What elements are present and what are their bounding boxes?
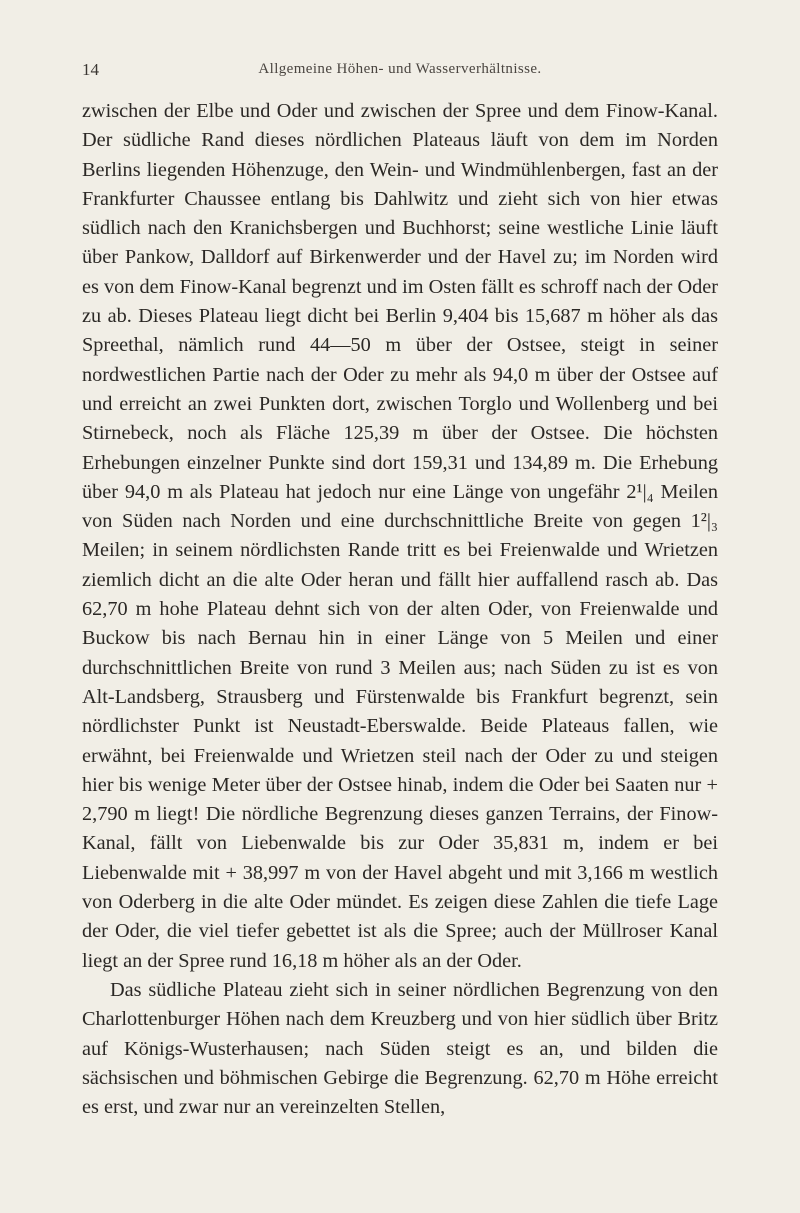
paragraph: zwischen der Elbe und Oder und zwischen der Spree und dem Finow-Kanal. Der südliche Rand dieses nördlichen Plateaus läuft von dem im Norden Berlins liegenden Höhenzuge, den Wein- und Windmühlenbergen, fast an der Frankfurter Chaussee entlang bis Dahlwitz und zieht sich von hier etwas südlich nach den Kranichsbergen und Buchhorst; seine westliche Linie läuft über Pankow, Dalldorf auf Birkenwerder und der Havel zu; im Norden wird es von dem Finow-Kanal begrenzt und im Osten fällt es schroff nach der Oder zu ab. Dieses Plateau liegt dicht bei Berlin 9,404 bis 15,687 m höher als das Spreethal, nämlich rund 44—50 m über der Ostsee, steigt in seiner nordwestlichen Partie nach der Oder zu mehr als 94,0 m über der Ostsee auf und erreicht an zwei Punkten dort, zwischen Torglo und Wollenberg und bei Stirnebeck, noch als Fläche 125,39 m über der Ostsee. Die höchsten Erhebungen einzelner Punkte sind dort 159,31 und 134,89 m. Die Erhebung über 94,0 m als Plateau hat jedoch nur eine Länge von ungefähr 2¹|₄ Meilen von Süden nach Norden und eine durchschnittliche Breite von gegen 1²|₃ Meilen; in seinem nördlichsten Rande tritt es bei Freienwalde und Wrietzen ziemlich dicht an die alte Oder heran und fällt hier auffallend rasch ab. Das 62,70 m hohe Plateau dehnt sich von der alten Oder, von Freienwalde und Buckow bis nach Bernau hin in einer Länge von 5 Meilen und einer durchschnittlichen Breite von rund 3 Meilen aus; nach Süden zu ist es von Alt-Landsberg, Strausberg und Fürstenwalde bis Frankfurt begrenzt, sein nördlichster Punkt ist Neustadt-Eberswalde. Beide Plateaus fallen, wie erwähnt, bei Freienwalde und Wrietzen steil nach der Oder zu und steigen hier bis wenige Meter über der Ostsee hinab, indem die Oder bei Saaten nur + 2,790 m liegt! Die nördliche Begrenzung dieses ganzen Terrains, der Finow-Kanal, fällt von Liebenwalde bis zur Oder 35,831 m, indem er bei Liebenwalde mit + 38,997 m von der Havel abgeht und mit 3,166 m westlich von Oderberg in die alte Oder mündet. Es zeigen diese Zahlen die tiefe Lage der Oder, die viel tiefer gebettet ist als die Spree; auch der Müllroser Kanal liegt an der Spree rund 16,18 m höher als an der Oder.: [82, 100, 718, 972]
running-title: Allgemeine Höhen- und Wasserverhältnisse.: [258, 61, 542, 77]
page-header: [82, 60, 718, 84]
page-number: 14: [82, 60, 99, 79]
paragraph: Das südliche Plateau zieht sich in seiner nördlichen Begrenzung von den Charlottenburger Höhen nach dem Kreuzberg und von hier südlich über Britz auf Königs-Wusterhausen; nach Süden steigt es an, und bilden die sächsischen und böhmischen Gebirge die Begrenzung. 62,70 m Höhe erreicht es erst, und zwar nur an vereinzelten Stellen,: [82, 978, 718, 1119]
body-text: [82, 97, 718, 1122]
